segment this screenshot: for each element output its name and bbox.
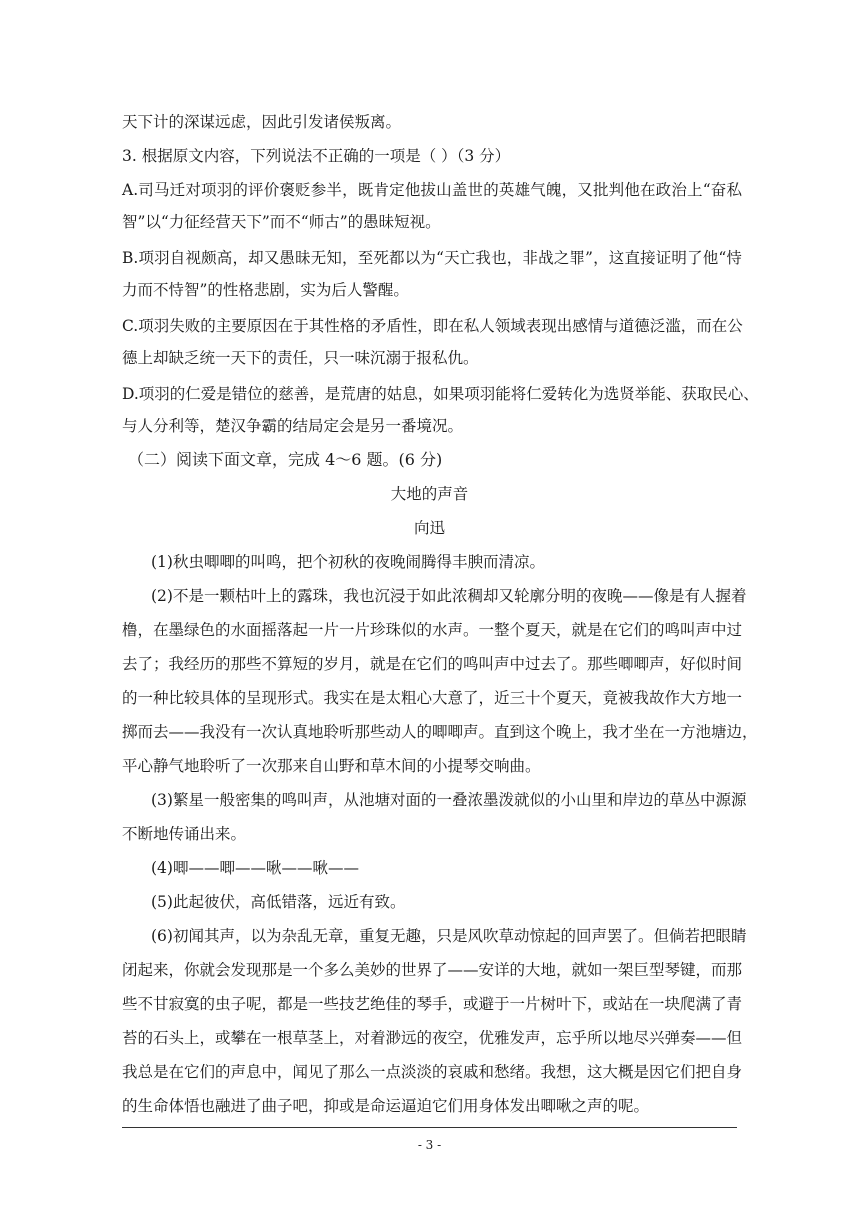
paragraph-6-line-4: 苔的石头上，或攀在一根草茎上，对着渺远的夜空，优雅发声，忘乎所以地尽兴弹奏——但	[122, 1029, 743, 1047]
option-a-line-2: 智”以“力征经营天下”而不“师古”的愚昧短视。	[122, 213, 441, 231]
question-3-stem: 3. 根据原文内容，下列说法不正确的一项是（ ）（3 分）	[122, 147, 511, 165]
page-number: - 3 -	[417, 1138, 442, 1152]
option-b-line-1: B.项羽自视颇高，却又愚昧无知，至死都以为“天亡我也，非战之罪”，这直接证明了他“恃	[122, 249, 742, 267]
article-title: 大地的声音	[390, 485, 469, 503]
option-a-line-1: A.司马迁对项羽的评价褒贬参半，既肯定他拔山盖世的英雄气魄，又批判他在政治上“奋私	[122, 181, 742, 199]
paragraph-3-line-1: (3)繁星一般密集的鸣叫声，从池塘对面的一叠浓墨泼就似的小山里和岸边的草丛中源源	[151, 791, 747, 809]
paragraph-2-line-3: 去了；我经历的那些不算短的岁月，就是在它们的鸣叫声中过去了。那些唧唧声，好似时间	[122, 655, 743, 673]
paragraph-3-line-2: 不断地传诵出来。	[122, 825, 247, 843]
paragraph-1-line-1: (1)秋虫唧唧的叫鸣，把个初秋的夜晚闹腾得丰腴而清凉。	[151, 553, 545, 571]
paragraph-5-line-1: (5)此起彼伏，高低错落，远近有致。	[151, 893, 406, 911]
paragraph-6-line-3: 些不甘寂寞的虫子呢，都是一些技艺绝佳的琴手，或避于一片树叶下，或站在一块爬满了青	[122, 995, 743, 1013]
paragraph-2-line-2: 橹，在墨绿色的水面摇落起一片一片珍珠似的水声。一整个夏天，就是在它们的鸣叫声中过	[122, 621, 743, 639]
text-line-prev-question-end: 天下计的深谋远虑，因此引发诸侯叛离。	[122, 113, 402, 131]
paragraph-2-line-5: 掷而去——我没有一次认真地聆听那些动人的唧唧声。直到这个晚上，我才坐在一方池塘边，	[122, 723, 758, 741]
paragraph-6-line-6: 的生命体悟也融进了曲子吧，抑或是命运逼迫它们用身体发出唧啾之声的呢。	[122, 1097, 650, 1115]
footer-divider	[122, 1127, 737, 1128]
paragraph-6-line-2: 闭起来，你就会发现那是一个多么美妙的世界了——安详的大地，就如一架巨型琴键，而那	[122, 961, 743, 979]
section-2-heading: （二）阅读下面文章，完成 4～6 题。(6 分)	[128, 450, 443, 469]
paragraph-2-line-6: 平心静气地聆听了一次那来自山野和草木间的小提琴交响曲。	[122, 757, 541, 775]
article-author: 向迅	[413, 519, 445, 537]
option-c-line-2: 德上却缺乏统一天下的责任，只一味沉溺于报私仇。	[122, 349, 479, 367]
paragraph-4-line-1: (4)唧——唧——啾——啾——	[151, 859, 359, 877]
paragraph-6-line-5: 我总是在它们的声息中，闻见了那么一点淡淡的哀戚和愁绪。我想，这大概是因它们把自身	[122, 1063, 743, 1081]
option-d-line-2: 与人分利等，楚汉争霸的结局定会是另一番境况。	[122, 417, 464, 435]
paragraph-2-line-1: (2)不是一颗枯叶上的露珠，我也沉浸于如此浓稠却又轮廓分明的夜晚——像是有人握着	[151, 587, 747, 605]
option-d-line-1: D.项羽的仁爱是错位的慈善，是荒唐的姑息，如果项羽能将仁爱转化为选贤举能、获取民心、	[122, 385, 759, 403]
option-c-line-1: C.项羽失败的主要原因在于其性格的矛盾性，即在私人领域表现出感情与道德泛滥，而在公	[122, 317, 743, 335]
paragraph-6-line-1: (6)初闻其声，以为杂乱无章，重复无趣，只是风吹草动惊起的回声罢了。但倘若把眼睛	[151, 927, 747, 945]
paragraph-2-line-4: 的一种比较具体的呈现形式。我实在是太粗心大意了，近三十个夏天，竟被我故作大方地一	[122, 689, 743, 707]
option-b-line-2: 力而不恃智”的性格悲剧，实为后人警醒。	[122, 281, 409, 299]
